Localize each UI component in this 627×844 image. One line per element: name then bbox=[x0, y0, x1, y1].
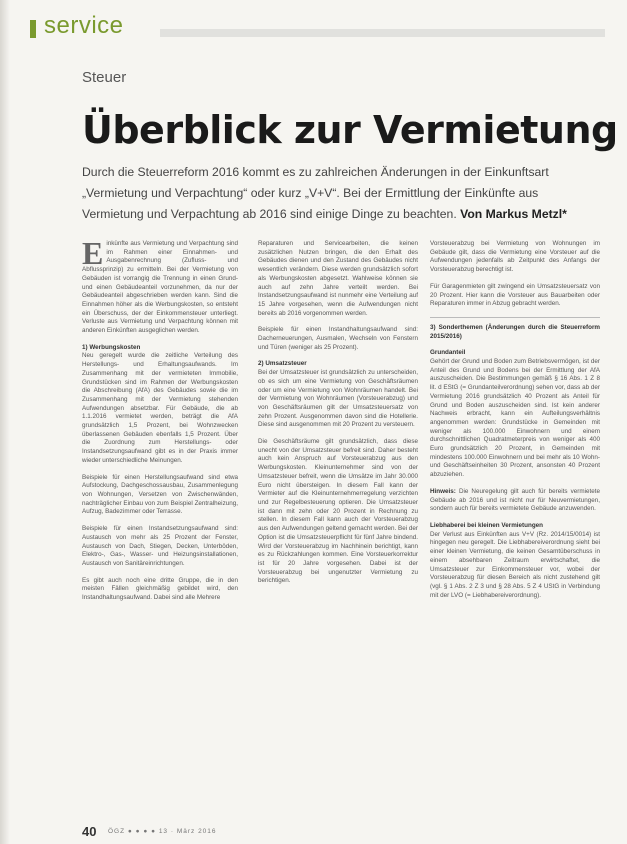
paragraph: Bei der Umsatzsteuer ist grundsätzlich zu unterscheiden, ob es sich um eine Vermietung von Geschäftsräumen oder um eine Vermietung von Wohnräumen handelt. Bei der Vermietung von Wohnräumen (Vorsteuerabzug) und von Geschäftsräumen gilt der Umsatzsteuersatz von zehn Prozent. Ausgenommen davon sind die Hotellerie. Diese sind ausgenommen mit 20 Prozent zu versteuern. bbox=[258, 369, 418, 429]
paragraph: Vorsteuerabzug bei Vermietung von Wohnungen im Gebäude gilt, dass die Vermietung eine Vorsteuer auf die Aufwendungen jedenfalls ab Zeitpunkt des Anfangs der Vorsteuerabzug berechtigt ist. bbox=[430, 240, 600, 274]
paragraph: Es gibt auch noch eine dritte Gruppe, die in den meisten Fällen gleichmäßig gebildet wird, den Instandhaltungsaufwand. Dabei sind alle Mehrere bbox=[82, 576, 238, 602]
text-column-1 bbox=[82, 235, 238, 611]
section-heading: 1) Werbungskosten bbox=[82, 343, 141, 351]
article-kicker: Steuer bbox=[82, 69, 127, 86]
section-rule bbox=[160, 29, 605, 37]
section-label: service bbox=[44, 12, 124, 39]
paragraph: Beispiele für einen Herstellungsaufwand sind etwa Aufstockung, Dachgeschossausbau, Zusammenlegung von Wohnungen, Versetzen von Zwischenwänden, nachträglicher Einbau von zum Beispiel Zentralheizung, Aufzug, Badezimmer oder Terrasse. bbox=[82, 473, 238, 516]
paragraph: Für Garagenmieten gilt zwingend ein Umsatzsteuersatz von 20 Prozent. Hier kann die Vorsteuer aus Bauarbeiten oder Reparaturen immer in Abzug gebracht werden. bbox=[430, 282, 600, 308]
publication-footer: ÖGZ ● ● ● ● 13 · März 2016 bbox=[108, 828, 217, 835]
paragraph: Gehört der Grund und Boden zum Betriebsvermögen, ist der Anteil des Grund und Bodens bei der Ermittlung der AfA auszuscheiden. Die Bestimmungen gemäß § 16 Abs. 1 Z 8 lit. d EStG (= Grundanteilverordnung) sehen vor, dass ab der Vermietung 2016 grundsätzlich 40 Prozent als Anteil für Grund und Boden auszuscheiden sind. Ist kein anderer Nachweis erbracht, kann ein Aufteilungsverhältnis angenommen werden: Grundstücke in Gemeinden mit weniger als 100.000 Einwohnern und einem durchschnittlichen Quadratmeterpreis von weniger als 400 Euro grundsätzlich 20 Prozent, in Gemeinden mit mindestens 100.000 Einwohnern und bei mehr als 10 Wohn- und Geschäftseinheiten 30 Prozent, ansonsten 40 Prozent abzuziehen. bbox=[430, 358, 600, 479]
subheading: Liebhaberei bei kleinen Vermietungen bbox=[430, 521, 544, 529]
paragraph: Beispiele für einen Instandhaltungsaufwand sind: Dacherneuerungen, Ausmalen, Wechseln von Fenstern und Türen (weniger als 25 Prozent). bbox=[258, 326, 418, 351]
paragraph: Reparaturen und Servicearbeiten, die keinen zusätzlichen Nutzen bringen, die den Erhalt des Gebäudes dienen und den Zustand des Gebäudes nicht wesentlich verändern. Diese werden grundsätzlich sofort als Werbungskosten abgesetzt. Wahlweise können sie auch auf zehn Jahre verteilt werden. Bei Instandsetzungsaufwand ist nunmehr eine Verteilung auf 15 Jahre vorgesehen, wenn die Aufwendungen nicht bereits ab 2016 vorgenommen werden. bbox=[258, 240, 418, 317]
drop-cap: E bbox=[82, 235, 104, 271]
lead-text: Durch die Steuerreform 2016 kommt es zu zahlreichen Änderungen in der Einkunftsart „Vermietung und Verpachtung“ oder kurz „V+V“. Bei der Ermittlung der Einkünfte aus Vermietung und Verpachtung ab 2016 sind einige Dinge zu beachten. bbox=[82, 165, 549, 221]
text-column-2 bbox=[258, 240, 418, 594]
paragraph: Die Geschäftsräume gilt grundsätzlich, dass diese unecht von der Umsatzsteuer befreit sind. Daher besteht auch kein Anspruch auf Vorsteuerabzug aus den Werbungskosten. Kleinunternehmer sind von der Umsatzsteuer befreit, wenn die Umsätze im Jahr 30.000 Euro nicht übersteigen. In diesem Fall kann der Vermieter auf die Kleinunternehmerregelung verzichten und zur Regelbesteuerung optieren. Die Umsatzsteuer ist dann mit zehn oder 20 Prozent in Rechnung zu stellen. In diesem Fall kann auch der Vorsteuerabzug aus den Aufwendungen geltend gemacht werden. Bei der Option ist die Umsatzsteuerpflicht für fünf Jahre bindend. Wird der Vorsteuerabzug im Nachhinein berichtigt, kann es zu Rückzahlungen kommen. Eine Vorsteuerkorrektur ist für 20 Jahre vorgesehen. Dabei ist der Vorsteuerabzug bei ungenutzter Vermietung zu berichtigen. bbox=[258, 438, 418, 585]
article-lead bbox=[82, 162, 602, 225]
section-heading: 3) Sonderthemen (Änderungen durch die Steuerreform 2015/2016) bbox=[430, 323, 600, 340]
section-marker bbox=[30, 20, 36, 38]
divider bbox=[430, 317, 600, 318]
hint-label: Hinweis: bbox=[430, 487, 456, 495]
section-heading: 2) Umsatzsteuer bbox=[258, 360, 307, 368]
text-column-3 bbox=[430, 240, 600, 608]
paragraph bbox=[430, 488, 600, 514]
author-byline: Von Markus Metzl* bbox=[460, 207, 567, 221]
paragraph-text: Die Neuregelung gilt auch für bereits vermietete Gebäude ab 2016 und ist nicht nur für Neuvermietungen, sondern auch für bereits vermietete Gebäude anzuwenden. bbox=[430, 487, 601, 513]
paragraph: Der Verlust aus Einkünften aus V+V (Rz. 2014/15/0014) ist hingegen neu geregelt. Die Liebhabereiverordnung sieht bei einer kleinen Vermietung, die keinen Gesamtüberschuss in einem absehbaren Zeitraum erwirtschaftet, die Umsatzsteuer zur Einkommensteuer vor, wobei der Vorsteuerabzug für diesen Bereich als nicht zustehend gilt (vgl. § 1 Abs. 2 Z 3 und § 28 Abs. 5 Z 4 UStG in Verbindung mit der LVO (= Liebhabereiverordnung). bbox=[430, 530, 600, 599]
paragraph: Beispiele für einen Instandsetzungsaufwand sind: Austausch von mehr als 25 Prozent der Fenster, Austausch von Dach, Stiegen, Decken, Unterböden, Elektro-, Gas-, Wasser- und Heizungsinstallationen, Austausch von Sanitäreinrichtungen. bbox=[82, 525, 238, 567]
paragraph: Neu geregelt wurde die zeitliche Verteilung des Herstellungs- und Erhaltungsaufwands. Im Zusammenhang mit der vermieteten Immobilie, Grundstücken sind im Rahmen der Werbungskosten die Abschreibung (AfA) des Gebäudes sowie die im Zusammenhang mit der Vermietung stehenden Aufwendungen absetzbar. Für Gebäude, die ab 1.1.2016 vermietet werden, beträgt die AfA grundsätzlich 1,5 Prozent, bei Wohnzwecken überlassenen Gebäuden ebenfalls 1,5 Prozent. Über die Zuordnung zum Herstellungs- oder Instandsetzungsaufwand gibt es in der Praxis immer wieder unterschiedliche Meinungen. bbox=[82, 352, 238, 464]
page-number: 40 bbox=[82, 824, 97, 839]
paragraph bbox=[82, 235, 238, 336]
article-title: Überblick zur Vermietung bbox=[82, 108, 618, 152]
page-binding-shadow bbox=[0, 0, 10, 844]
subheading: Grundanteil bbox=[430, 349, 466, 357]
paragraph-text: inkünfte aus Vermietung und Verpachtung sind im Rahmen einer Einnahmen- und Ausgabenrechnung (Zufluss- und Abflussprinzip) zu ermitteln. Bei der Vermietung von Gebäuden ist vorrangig die Trennung in einen Grund- und einen Gebäudeanteil vorzunehmen, da nur der Gebäudeanteil abgeschrieben werden kann. Sind die Einnahmen höher als die Werbungskosten, so entsteht ein Überschuss, der der Einkommensteuer unterliegt. Verluste aus Vermietung und Verpachtung können mit anderen Einkünften ausgeglichen werden. bbox=[82, 240, 238, 335]
